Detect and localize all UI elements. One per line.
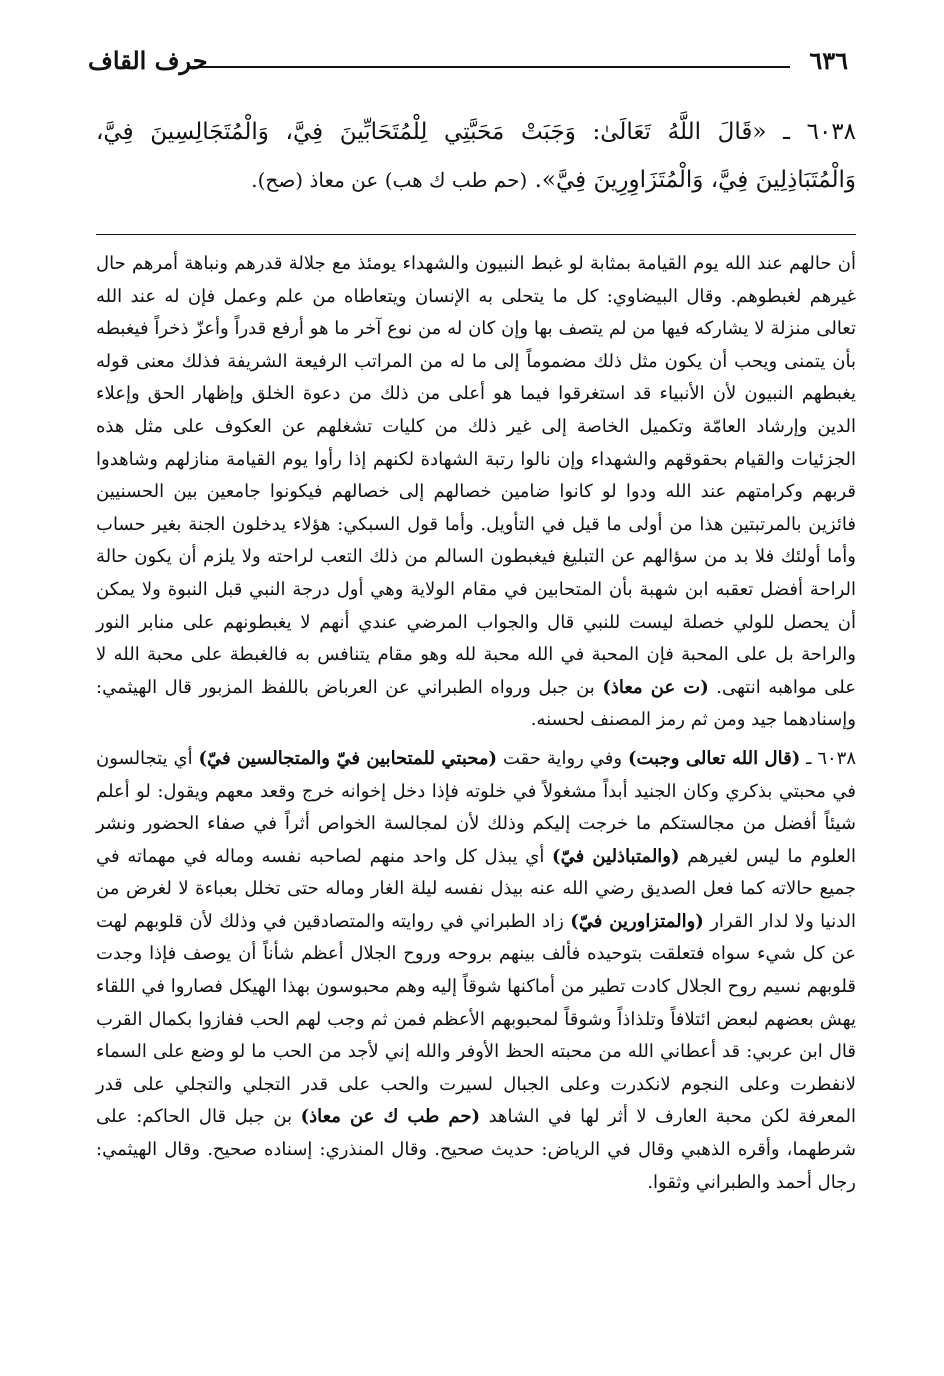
hadith-body: «قَالَ اللَّهُ تَعَالَىٰ: وَجَبَتْ مَحَبَّتِي لِلْمُتَحَابِّينَ فِيَّ، وَالْمُتَجَالِسِينَ فِيَّ، وَالْمُتَبَاذِلِينَ فِيَّ، وَالْمُتَزَاوِرِينَ فِيَّ». <box>96 119 856 193</box>
commentary-text: بن جبل ورواه الطبراني عن العرباض باللفظ المزبور قال الهيثمي: وإسنادهما جيد ومن ثم رمز المصنف لحسنه. <box>96 676 856 731</box>
chapter-title: حرف القاف <box>88 46 208 75</box>
hadith-reference: (حم طب ك هب) عن معاذ (صح). <box>251 168 528 192</box>
source-reference: (حم طب ك عن معاذ) <box>300 1106 481 1128</box>
header-rule <box>188 66 790 68</box>
commentary-text: أي يبذل كل واحد منهم لصاحبه نفسه وماله في مهماته في جميع حالاته كما فعل الصديق رضي الله عنه بيذل نفسه ليلة الغار وماله حتى تخلل بعباءة لا لغرض من الدنيا ولا لدار القرار <box>96 845 857 932</box>
commentary-paragraph <box>96 743 856 1199</box>
page-number: ٦٣٦ <box>809 46 848 75</box>
quoted-phrase: (والمتباذلين فيّ) <box>552 845 680 867</box>
commentary-text: وفي رواية حقت <box>502 747 623 769</box>
commentary-text: بن جبل قال الحاكم: على شرطهما، وأقره الذهبي وقال في الرياض: حديث صحيح. وقال المنذري: إسناده صحيح. وقال الهيثمي: رجال أحمد والطبراني وثقوا. <box>96 1106 856 1193</box>
quoted-phrase: (محبتي للمتحابين فيّ والمتجالسين فيّ) <box>198 747 498 769</box>
source-reference: (ت عن معاذ) <box>602 676 709 698</box>
footnote-divider <box>96 234 856 235</box>
commentary-text: أي يتجالسون في محبتي بذكري وكان الجنيد أبداً مشغولاً في خلوته فإذا دخل إخوانه خرج وقعد معهم ويقول: لو أعلم شيئاً أفضل من مجالستكم ما خرجت إليكم وذلك لأن لمجالسة الخواص أثراً في صفاء الحضور ونشر العلوم ما ليس لغيرهم <box>96 747 856 867</box>
commentary-text: زاد الطبراني في روايته والمتصادقين في وذلك لأن قلوبهم لهت عن كل شيء سواه فتعلقت بتوحيده فألف بينهم بروحه وروح الجلال أعظم شأناً أن يوصف فإذا وجدت قلوبهم نسيم روح الجلال كادت تطير من أماكنها شوقاً إليه وهم محبوسون بهذا الهيكل فصاروا في اللقاء يهش بعضهم لبعض ائتلافاً وتلذاذاً وشوقاً لمحبوبهم الأعظم فمن ثم وجب لهم الحب ففازوا بكمال القرب قال ابن عربي: قد أعطاني الله من محبته الحظ الأوفر والله إني لأجد من الحب ما لو وضع على السماء لانفطرت وعلى النجوم لانكدرت وعلى الجبال لسيرت والحب على قدر التجلي والتجلي على قدر المعرفة لكن محبة العارف لا أثر لها في الشاهد <box>96 910 856 1128</box>
commentary-number: ٦٠٣٨ ـ <box>806 747 856 769</box>
quoted-phrase: (والمتزاورين فيّ) <box>570 910 704 932</box>
hadith-text-block <box>96 108 856 204</box>
page-header <box>88 44 856 78</box>
hadith-number: ٦٠٣٨ ـ <box>783 119 857 145</box>
commentary-text: أن حالهم عند الله يوم القيامة بمثابة لو غبط النبيون والشهداء يومئذ مع جلالة قدرهم ونباهة أمرهم حال غيرهم لغبطوهم. وقال البيضاوي: كل ما يتحلى به الإنسان ويتعاطاه من علم وعمل فإن له عند الله تعالى منزلة لا يشاركه فيها من لم يتصف بها وإن كان له من نوع آخر ما هو أرفع قدراً وأعزّ ذخراً فيغبطه بأن يتمنى ويحب أن يكون مثل ذلك مضموماً إلى ما له من المراتب الرفيعة الشريفة فذلك معنى قوله يغبطهم النبيون لأن الأنبياء قد استغرقوا فيما هو أعلى من ذلك من دعوة الخلق وإظهار الحق وإعلاء الدين وإرشاد العامّة وتكميل الخاصة إلى غير ذلك من كليات تشغلهم عن العكوف على مثل هذه الجزئيات والقيام بحقوقهم والشهداء وإن نالوا رتبة الشهادة لكنهم إذا رأوا يوم القيامة منازلهم وشاهدوا قربهم وكرامتهم عند الله ودوا لو كانوا ضامين خصالهم إلى خصالهم فيكونوا جامعين بين الحسنيين فائزين بالمرتبتين هذا من أولى ما قيل في التأويل. وأما قول السبكي: هؤلاء يدخلون الجنة بغير حساب وأما أولئك فلا بد من سؤالهم عن التبليغ فيغبطون السالم من ذلك التعب لراحته ولا يلزم أن يكون حالة الراحة أفضل تعقبه ابن شهبة بأن المتحابين في مقام الولاية وهي أول درجة النبي قبل النبوة ولا يمكن أن يحصل للولي خصلة ليست للنبي قال والجواب المرضي عندي أنهم لا يغبطونهم على منابر النور والراحة بل على المحبة فإن المحبة في الله محبة لله وهو مقام يتنافس به فالغبطة على محبة الله لا على مواهبه انتهى. <box>96 253 856 698</box>
commentary-paragraph <box>96 248 856 737</box>
quoted-phrase: (قال الله تعالى وجبت) <box>627 747 801 769</box>
commentary-block <box>96 248 856 1199</box>
